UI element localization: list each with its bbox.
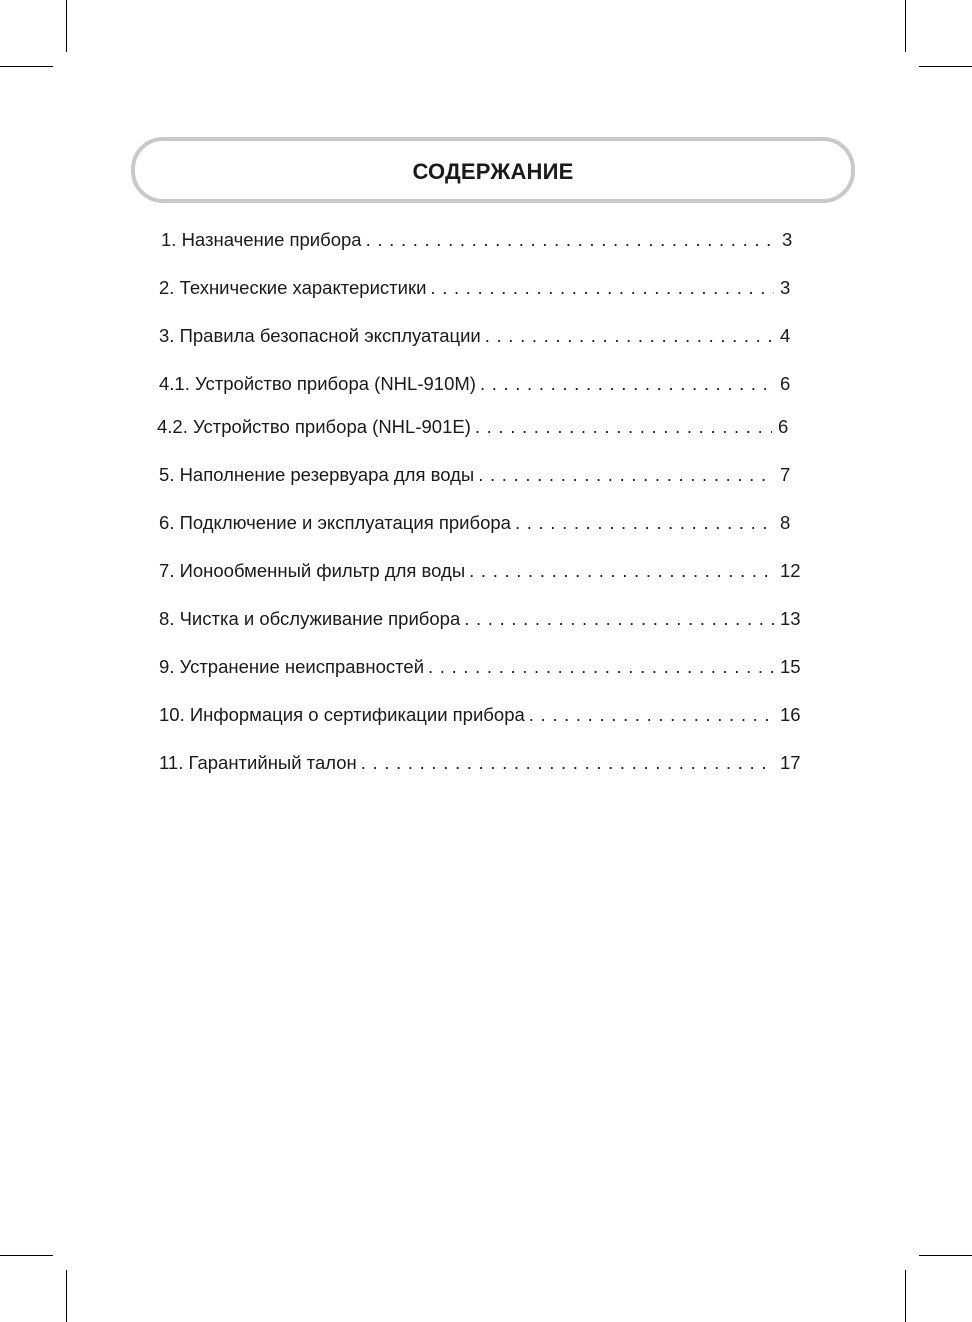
toc-entry-page: 17 <box>780 752 801 773</box>
toc-entry[interactable] <box>159 655 802 679</box>
toc-entry-page: 8 <box>780 512 791 533</box>
toc-entry[interactable] <box>159 751 802 775</box>
toc-entry-label: 9. Устранение неисправностей <box>159 656 425 677</box>
toc-entry-page: 15 <box>780 656 801 677</box>
toc-dot-leader <box>469 559 774 583</box>
toc-dot-leader <box>478 463 774 487</box>
toc-entry[interactable] <box>159 703 802 727</box>
toc-dot-leader <box>475 415 772 439</box>
toc-entry-page: 13 <box>780 608 801 629</box>
toc-entry[interactable] <box>159 559 802 583</box>
crop-mark-bottom-left-vertical <box>66 1270 67 1322</box>
crop-mark-top-right-vertical <box>905 0 906 52</box>
toc-entry[interactable] <box>161 228 804 252</box>
toc-entry-label: 6. Подключение и эксплуатация прибора <box>159 512 511 533</box>
crop-mark-top-right-horizontal <box>919 66 972 67</box>
toc-entry-label: 5. Наполнение резервуара для воды <box>159 464 475 485</box>
toc-dot-leader <box>428 655 774 679</box>
toc-entry-label: 7. Ионообменный фильтр для воды <box>159 560 466 581</box>
toc-entry-page: 7 <box>780 464 791 485</box>
toc-entry-page: 6 <box>780 373 791 394</box>
crop-mark-bottom-right-horizontal <box>919 1255 972 1256</box>
toc-entry-label: 4.1. Устройство прибора (NHL-910M) <box>159 373 476 394</box>
toc-dot-leader <box>361 751 774 775</box>
toc-entry-label: 1. Назначение прибора <box>161 229 362 250</box>
toc-dot-leader <box>430 276 774 300</box>
toc-entry-page: 4 <box>780 325 791 346</box>
toc-entry-page: 12 <box>780 560 801 581</box>
page-title: СОДЕРЖАНИЕ <box>412 159 574 184</box>
toc-dot-leader <box>464 607 774 631</box>
title-frame <box>131 137 855 203</box>
toc-entry-page: 16 <box>780 704 801 725</box>
toc-entry[interactable] <box>159 372 802 396</box>
toc-entry-label: 11. Гарантийный талон <box>159 752 357 773</box>
toc-dot-leader <box>485 324 774 348</box>
toc-entry-label: 3. Правила безопасной эксплуатации <box>159 325 481 346</box>
toc-entry-label: 10. Информация о сертификации прибора <box>159 704 525 725</box>
toc-dot-leader <box>480 372 774 396</box>
crop-mark-top-left-horizontal <box>0 66 53 67</box>
toc-dot-leader <box>515 511 774 535</box>
toc-entry-page: 6 <box>778 416 789 437</box>
crop-mark-bottom-left-horizontal <box>0 1255 53 1256</box>
toc-entry[interactable] <box>159 324 802 348</box>
toc-dot-leader <box>366 228 776 252</box>
toc-entry[interactable] <box>159 511 802 535</box>
crop-mark-top-left-vertical <box>66 0 67 52</box>
toc-entry-label: 8. Чистка и обслуживание прибора <box>159 608 461 629</box>
toc-entry[interactable] <box>157 415 800 439</box>
toc-entry[interactable] <box>159 276 802 300</box>
toc-entry[interactable] <box>159 607 802 631</box>
toc-entry-page: 3 <box>782 229 793 250</box>
toc-entry-label: 2. Технические характеристики <box>159 277 427 298</box>
toc-dot-leader <box>529 703 774 727</box>
toc-entry-page: 3 <box>780 277 791 298</box>
crop-mark-bottom-right-vertical <box>905 1270 906 1322</box>
toc-entry-label: 4.2. Устройство прибора (NHL-901E) <box>157 416 471 437</box>
toc-entry[interactable] <box>159 463 802 487</box>
